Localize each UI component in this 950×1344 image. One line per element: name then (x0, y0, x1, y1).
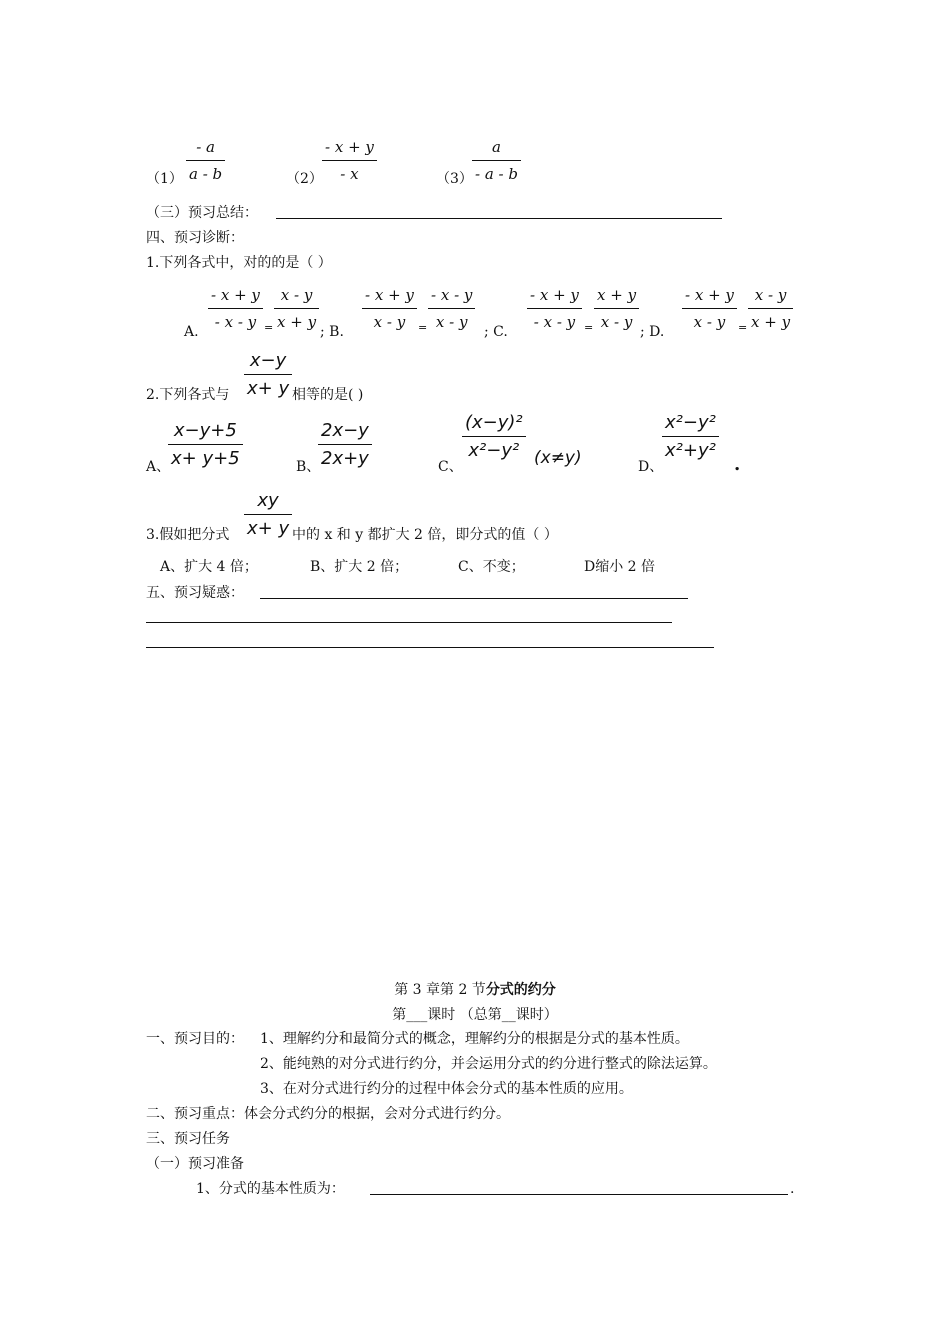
q1-a-left-fraction: - x + y - x - y (208, 288, 263, 330)
q1-b-right-fraction: - x - y x - y (428, 288, 475, 330)
question-2-stem-before: 2.下列各式与 (146, 387, 230, 403)
question-label-2: （2） (286, 171, 323, 187)
question-3-stem-after: 中的 x 和 y 都扩大 2 倍，即分式的值（ ） (292, 527, 558, 543)
q1-c-right-fraction: x + y x - y (594, 288, 639, 330)
question-label-3: （3） (436, 171, 473, 187)
q3-option-d: D缩小 2 倍 (584, 559, 656, 575)
q2-option-c-fraction: (x−y)² x²−y² (462, 414, 526, 460)
q2-option-a-fraction: x−y+5 x+ y+5 (168, 422, 243, 468)
diagnosis-heading: 四、预习诊断： (146, 230, 244, 246)
q2-option-a-label: A、 (146, 459, 171, 475)
fraction-1: - a a - b (186, 140, 225, 182)
doubt-answer-line-3[interactable] (146, 647, 714, 648)
summary-label: （三）预习总结： (146, 205, 258, 221)
q2-option-c-label: C、 (438, 459, 463, 475)
q2-option-b-label: B、 (296, 459, 321, 475)
property-label: 1、分式的基本性质为： (196, 1181, 345, 1197)
q1-a-equals: = (264, 321, 274, 334)
q2-option-c-condition: (x≠y) (534, 448, 582, 468)
q2-option-d-fraction: x²−y² x²+y² (662, 414, 719, 460)
q3-option-a: A、扩大 4 倍； (160, 559, 258, 575)
doubt-answer-line-1[interactable] (260, 598, 688, 599)
property-answer-line[interactable] (370, 1194, 788, 1195)
q3-option-b: B、扩大 2 倍； (310, 559, 409, 575)
goal-1: 1、理解约分和最简分式的概念，理解约分的根据是分式的基本性质。 (260, 1031, 689, 1047)
q1-d-equals: = (738, 321, 748, 334)
task-heading: 三、预习任务 (146, 1131, 230, 1147)
q1-c-left-fraction: - x + y - x - y (527, 288, 582, 330)
q1-option-a-label: A. (184, 324, 199, 340)
q1-option-c-label: ; C. (484, 324, 508, 340)
goal-label: 一、预习目的： (146, 1031, 244, 1047)
goal-3: 3、在对分式进行约分的过程中体会分式的基本性质的应用。 (260, 1081, 633, 1097)
q1-a-right-fraction: x - y x + y (274, 288, 319, 330)
fraction-3: a - a - b (472, 140, 521, 182)
q3-option-c: C、不变； (458, 559, 525, 575)
q1-b-equals: = (418, 321, 428, 334)
lesson-count: 第___课时 （总第__课时） (392, 1007, 558, 1023)
fraction-2: - x + y - x (322, 140, 377, 182)
q1-b-left-fraction: - x + y x - y (362, 288, 417, 330)
q1-option-d-label: ; D. (640, 324, 665, 340)
section-title (0, 983, 950, 997)
section-title-chapter: 第 3 章第 2 节 (394, 982, 486, 998)
question-1-stem: 1.下列各式中，对的的是（ ） (146, 255, 332, 271)
summary-answer-line[interactable] (276, 218, 722, 219)
key-points: 二、预习重点：体会分式约分的根据，会对分式进行约分。 (146, 1106, 510, 1122)
question-2-stem-after: 相等的是( ) (292, 387, 364, 403)
q2-option-d-label: D、 (638, 459, 664, 475)
property-end: . (790, 1181, 795, 1197)
doubt-answer-line-2[interactable] (146, 622, 672, 623)
q2-option-b-fraction: 2x−y 2x+y (318, 422, 372, 468)
q1-d-left-fraction: - x + y x - y (682, 288, 737, 330)
q3-fraction: xy x+ y (244, 492, 292, 538)
preparation-heading: （一）预习准备 (146, 1156, 244, 1172)
q2-option-d-end: . (734, 454, 741, 475)
question-label-1: （1） (146, 171, 183, 187)
section-title-topic: 分式的约分 (485, 982, 556, 998)
q1-c-equals: = (584, 321, 594, 334)
q2-reference-fraction: x−y x+ y (244, 352, 292, 398)
q1-option-b-label: ; B. (320, 324, 344, 340)
question-3-stem-before: 3.假如把分式 (146, 527, 230, 543)
doubt-label: 五、预习疑惑： (146, 585, 244, 601)
q1-d-right-fraction: x - y x + y (748, 288, 793, 330)
goal-2: 2、能纯熟的对分式进行约分，并会运用分式的约分进行整式的除法运算。 (260, 1056, 717, 1072)
